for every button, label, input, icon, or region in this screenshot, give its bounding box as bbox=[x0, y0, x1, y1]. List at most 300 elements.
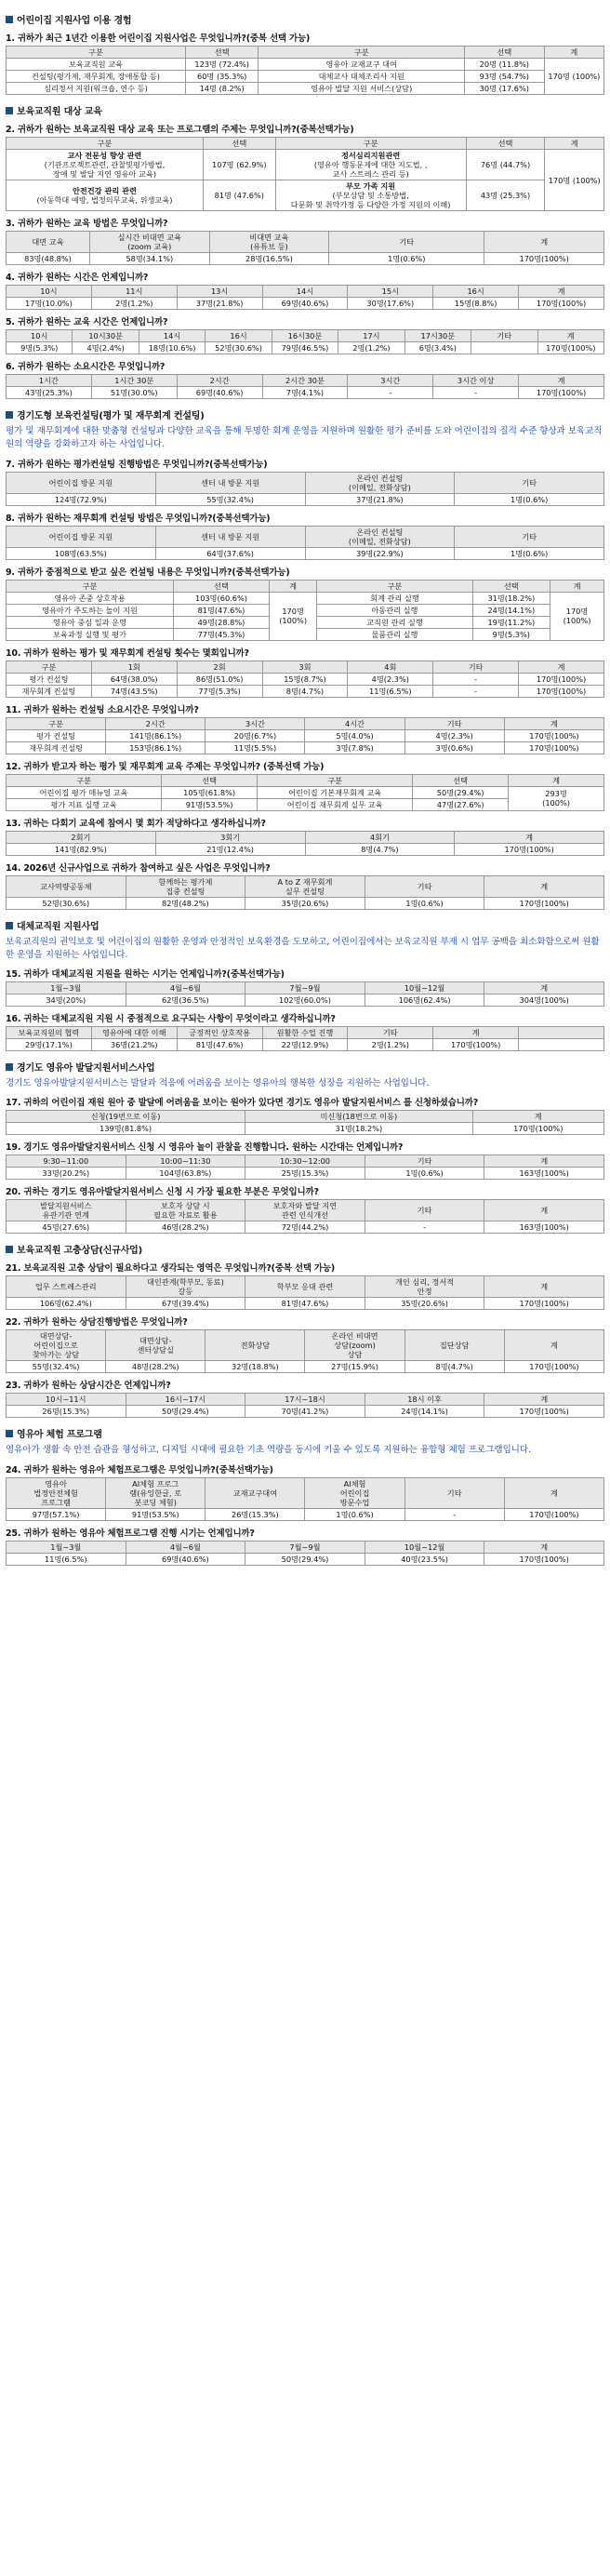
col-header: 2회기 bbox=[7, 831, 156, 843]
col-header: 업무 스트레스관리 bbox=[7, 1276, 126, 1298]
table-q19 bbox=[6, 1155, 604, 1180]
table-cell: 18명(10.6%) bbox=[139, 342, 205, 354]
table-cell: - bbox=[433, 673, 519, 685]
col-header: 10:00~11:30 bbox=[126, 1155, 245, 1168]
col-header: 3시간 bbox=[348, 375, 433, 387]
col-header: 어린이집 방문 지원 bbox=[7, 472, 156, 493]
col-header: 계 bbox=[504, 1330, 603, 1361]
col-header: 계 bbox=[519, 661, 604, 673]
question-5: 5. 귀하가 원하는 교육 시간은 언제입니까? bbox=[6, 317, 168, 327]
col-header: 온라인 비대면 상담(zoom) 상담 bbox=[305, 1330, 404, 1361]
section-intro: 평가 및 재무회계에 대한 맞춤형 컨설팅과 다양한 교육을 통해 투명한 회계 운영을 지원하며 원활한 평가 준비를 도와 어린이집의 질적 수준 향상과 보육교직원의 역량을 강화하고자 하는 사업입니다. bbox=[6, 426, 603, 450]
table-cell: 108명(63.5%) bbox=[7, 547, 156, 559]
table-q20 bbox=[6, 1199, 604, 1234]
table-cell: 51명(30.0%) bbox=[91, 387, 177, 399]
table-cell: 81명(47.6%) bbox=[177, 1039, 262, 1051]
table-cell: 26명(15.3%) bbox=[206, 1508, 305, 1520]
section-title-1: 어린이집 지원사업 이용 경험 bbox=[6, 12, 604, 26]
col-header: 계 bbox=[519, 286, 604, 298]
table-cell: 3명(0.6%) bbox=[404, 741, 504, 754]
table-cell: 37명(21.8%) bbox=[305, 493, 455, 505]
col-header: 10시 bbox=[7, 286, 92, 298]
col-header: 기타 bbox=[455, 526, 604, 547]
col-header: 기타 bbox=[329, 232, 484, 253]
section-title-5: 경기도 영유아 발달지원서비스사업 bbox=[6, 1060, 604, 1074]
table-cell: 91명(53.5%) bbox=[162, 798, 258, 810]
table-cell: 35명(20.6%) bbox=[245, 897, 365, 909]
question-19: 19. 경기도 영유아발달지원서비스 신청 시 영유아 놀이 관찰을 진행합니다. 원하는 시간대는 언제입니까? bbox=[6, 1142, 404, 1154]
question-1: 1. 귀하가 최근 1년간 이용한 어린이집 지원사업은 무엇입니까?(중복 선택 가능) bbox=[6, 33, 311, 44]
col-header: 3시간 bbox=[206, 717, 305, 729]
table-cell: 34명(20%) bbox=[7, 994, 126, 1007]
table-cell: 27명(15.9%) bbox=[305, 1361, 404, 1373]
question-10: 10. 귀하가 원하는 평가 및 재무회계 컨설팅 횟수는 몇회입니까? bbox=[6, 647, 249, 659]
question-23: 23. 귀하가 원하는 상담시간은 언제입니까? bbox=[6, 1381, 171, 1392]
col-header: 함께하는 평가제 집중 컨설팅 bbox=[126, 875, 245, 897]
table-cell bbox=[471, 342, 537, 354]
table-cell: - bbox=[433, 387, 519, 399]
col-header: 영유아에 대한 이해 bbox=[91, 1027, 177, 1039]
table-cell: 재무회계 컨설팅 bbox=[7, 685, 92, 697]
table-cell: 1명(0.6%) bbox=[455, 493, 604, 505]
table-cell: 170명(100%) bbox=[484, 1553, 604, 1565]
col-header: 선택 bbox=[203, 138, 275, 150]
table-cell: 4명(2.4%) bbox=[73, 342, 139, 354]
table-cell: 52명(30.6%) bbox=[7, 897, 126, 909]
table-cell: 86명(51.0%) bbox=[177, 673, 262, 685]
table-cell: 81명(47.6%) bbox=[174, 604, 270, 616]
col-header: 신청(19번으로 이동) bbox=[7, 1111, 245, 1123]
col-header: 1시간 bbox=[7, 375, 92, 387]
col-header: 선택 bbox=[174, 580, 270, 592]
col-header: 3시간 이상 bbox=[433, 375, 519, 387]
col-header: 계 bbox=[550, 580, 604, 592]
table-cell: 93명 (54.7%) bbox=[464, 71, 544, 83]
table-cell: 64명(38.0%) bbox=[91, 673, 177, 685]
table-cell: 영유아가 주도하는 놀이 지원 bbox=[7, 604, 174, 616]
section-title-4: 대체교직원 지원사업 bbox=[6, 918, 604, 932]
table-cell: 2명(1.2%) bbox=[338, 342, 404, 354]
table-cell: 1명(0.6%) bbox=[365, 1168, 484, 1180]
col-header: 비대면 교육 (유튜브 등) bbox=[209, 232, 329, 253]
section-intro: 보육교직원의 권익보호 및 어린이집의 원활한 운영과 안정적인 보육환경을 도모하고, 어린이집에서는 보육교직원 부재 시 업무 공백을 최소화함으로써 원활한 운영을 지원하는 사업입니다. bbox=[6, 936, 600, 960]
col-header: 선택 bbox=[185, 47, 259, 59]
table-q13 bbox=[6, 831, 604, 856]
question-12: 12. 귀하가 받고자 하는 평가 및 재무회계 교육 주제는 무엇입니까? (중복선택 가능) bbox=[6, 761, 325, 772]
col-header: 선택 bbox=[413, 774, 509, 786]
table-cell: 35명(20.6%) bbox=[365, 1298, 484, 1310]
question-14: 14. 2026년 신규사업으로 귀하가 참여하고 싶은 사업은 무엇입니까? bbox=[6, 862, 271, 874]
col-header: 기타 bbox=[471, 330, 537, 342]
col-header: 14시 bbox=[139, 330, 205, 342]
table-cell: 124명(72.9%) bbox=[7, 493, 156, 505]
question-4: 4. 귀하가 원하는 시간은 언제입니까? bbox=[6, 273, 149, 283]
table-q10 bbox=[6, 661, 604, 698]
col-header: 발달지원서비스 유관기관 연계 bbox=[7, 1200, 126, 1221]
table-cell: 20명(6.7%) bbox=[206, 729, 305, 741]
col-header: 15시 bbox=[348, 286, 433, 298]
question-8: 8. 귀하가 원하는 재무회계 컨설팅 방법은 무엇입니까?(중복선택가능) bbox=[6, 513, 271, 524]
section-intro: 영유아가 생활 속 안전 습관을 형성하고, 디지털 시대에 필요한 기초 역량을 동시에 키울 수 있도록 지원하는 융합형 체험 프로그램입니다. bbox=[6, 1445, 532, 1456]
table-cell: 72명(44.2%) bbox=[245, 1221, 365, 1234]
col-header: 17시~18시 bbox=[245, 1394, 365, 1406]
table-cell: 평가 컨설팅 bbox=[7, 729, 106, 741]
col-header: 계 bbox=[484, 1200, 604, 1221]
table-cell: 55명(32.4%) bbox=[155, 493, 305, 505]
col-header: 계 bbox=[504, 717, 603, 729]
table-q17 bbox=[6, 1110, 604, 1135]
col-header: 10시 bbox=[7, 330, 73, 342]
table-cell: 102명(60.0%) bbox=[245, 994, 365, 1007]
col-header: 2회 bbox=[177, 661, 262, 673]
table-cell: 19명(11.2%) bbox=[472, 616, 550, 628]
col-header: A to Z 재무회계 실무 컨설팅 bbox=[245, 875, 365, 897]
section-title-7: 영유아 체험 프로그램 bbox=[6, 1426, 604, 1440]
col-header: 계 bbox=[544, 47, 603, 59]
table-cell: 46명(28.2%) bbox=[126, 1221, 245, 1234]
col-header: 센터 내 방문 지원 bbox=[155, 526, 305, 547]
table-cell: 영유아 중심 일과 운영 bbox=[7, 616, 174, 628]
square-bullet-icon bbox=[6, 107, 13, 114]
question-20: 20. 귀하는 경기도 영유아발달지원서비스 신청 시 가장 필요한 부분은 무엇입니까? bbox=[6, 1187, 319, 1198]
table-cell: 36명(21.2%) bbox=[91, 1039, 177, 1051]
table-cell: 170명(100%) bbox=[519, 673, 604, 685]
table-cell: 9명(5.3%) bbox=[472, 628, 550, 640]
col-header: 계 bbox=[472, 1111, 603, 1123]
table-cell: 정서심리지원관련 (영유아 행동문제에 대한 지도법, , 교사 스트레스 관리 등) bbox=[275, 150, 466, 180]
table-cell: 대체교사 대체조리사 지원 bbox=[259, 71, 464, 83]
question-2: 2. 귀하가 원하는 보육교직원 대상 교육 또는 프로그램의 주제는 무엇입니까?(중복선택가능) bbox=[6, 125, 354, 135]
table-cell: 170명(100%) bbox=[537, 342, 604, 354]
col-header: 기타 bbox=[365, 1155, 484, 1168]
table-cell: 163명(100%) bbox=[484, 1221, 604, 1234]
col-header: 구분 bbox=[7, 774, 162, 786]
table-cell: 24명(14.1%) bbox=[365, 1406, 484, 1418]
table-cell: 32명(18.8%) bbox=[206, 1361, 305, 1373]
col-header: 구분 bbox=[259, 47, 464, 59]
question-17: 17. 귀하의 어린이집 재원 원아 중 발달에 어려움을 보이는 원아가 있다면 경기도 영유아 발달지원서비스 를 신청하셨습니까? bbox=[6, 1098, 479, 1109]
question-11: 11. 귀하가 원하는 컨설팅 소요시간은 무엇입니까? bbox=[6, 704, 199, 715]
table-cell: 106명(62.4%) bbox=[365, 994, 484, 1007]
table-cell: 31명(18.2%) bbox=[245, 1123, 472, 1135]
table-cell: 평가 컨설팅 bbox=[7, 673, 92, 685]
table-cell: 26명(15.3%) bbox=[7, 1406, 126, 1418]
table-q24 bbox=[6, 1477, 604, 1521]
col-header: 16시 bbox=[433, 286, 519, 298]
col-header: 보육교직원의 협력 bbox=[7, 1027, 92, 1039]
col-header: 선택 bbox=[472, 580, 550, 592]
table-cell: 97명(57.1%) bbox=[7, 1508, 106, 1520]
table-cell: 39명(22.9%) bbox=[305, 547, 455, 559]
col-header: 16시~17시 bbox=[126, 1394, 245, 1406]
table-cell: 141명(86.1%) bbox=[106, 729, 206, 741]
table-q4 bbox=[6, 285, 604, 310]
table-cell: 아동관리 실행 bbox=[317, 604, 472, 616]
col-header: 계 bbox=[484, 1394, 604, 1406]
table-cell: 40명(23.5%) bbox=[365, 1553, 484, 1565]
col-header: AI체험 어린이집 방문수업 bbox=[305, 1477, 404, 1508]
table-cell: 4명(2.3%) bbox=[404, 729, 504, 741]
table-cell: 123명 (72.4%) bbox=[185, 59, 259, 71]
table-cell: 9명(5.3%) bbox=[7, 342, 73, 354]
table-cell: 영유아 존중 상호작용 bbox=[7, 592, 174, 604]
table-cell: 170명(100%) bbox=[455, 843, 604, 855]
cell-title: 교사 전문성 향상 관련 bbox=[67, 151, 142, 160]
table-cell: 55명(32.4%) bbox=[7, 1361, 106, 1373]
table-cell: 83명(48.8%) bbox=[7, 253, 90, 265]
table-cell: 60명 (35.3%) bbox=[185, 71, 259, 83]
table-cell: 170명(100%) bbox=[519, 298, 604, 310]
question-7: 7. 귀하가 원하는 평가컨설팅 진행방법은 무엇입니까?(중복선택가능) bbox=[6, 459, 268, 470]
table-cell: - bbox=[348, 387, 433, 399]
table-cell: 77명(45.3%) bbox=[174, 628, 270, 640]
col-header: 선택 bbox=[464, 47, 544, 59]
question-9: 9. 귀하가 중점적으로 받고 싶은 컨설팅 내용은 무엇입니까?(중복선택가능) bbox=[6, 567, 290, 578]
col-header: 긍정적인 상호작용 bbox=[177, 1027, 262, 1039]
table-cell: 24명(14.1%) bbox=[472, 604, 550, 616]
square-bullet-icon bbox=[6, 922, 13, 929]
col-header: 센터 내 방문 지원 bbox=[155, 472, 305, 493]
col-header: 기타 bbox=[455, 472, 604, 493]
table-cell: 15명(8.7%) bbox=[262, 673, 348, 685]
square-bullet-icon bbox=[6, 16, 13, 23]
table-cell: 69명(40.6%) bbox=[262, 298, 348, 310]
table-cell: 안전건강 관리 관련 (아동학대 예방, 법정의무교육, 위생교육) bbox=[7, 180, 204, 211]
col-header: 10월~12월 bbox=[365, 982, 484, 994]
table-q6 bbox=[6, 374, 604, 399]
table-cell: 104명(63.8%) bbox=[126, 1168, 245, 1180]
table-cell: 8명(4.7%) bbox=[305, 843, 455, 855]
question-13: 13. 귀하는 다회기 교육에 참여시 몇 회가 적당하다고 생각하십니까? bbox=[6, 818, 266, 829]
table-q21 bbox=[6, 1275, 604, 1310]
table-cell: 1명(0.6%) bbox=[365, 897, 484, 909]
col-header: 계 bbox=[545, 138, 604, 150]
table-cell: 교사 전문성 향상 관련 (기관프로젝트관련, 관찰및평가방법, 장애 및 발달 지연 영유아 교육) bbox=[7, 150, 204, 180]
table-cell: 43명 (25.3%) bbox=[466, 180, 545, 211]
col-header: AI체험 프로그 램(유잉한글, 로 봇코딩 체험) bbox=[106, 1477, 206, 1508]
col-header: 구분 bbox=[7, 138, 204, 150]
col-header: 교재교구대여 bbox=[206, 1477, 305, 1508]
col-header: 3회기 bbox=[155, 831, 305, 843]
col-header: 대인관계(학부모, 동료) 갈등 bbox=[126, 1276, 245, 1298]
col-header: 대면상담- 어린이집으로 찾아가는 상담 bbox=[7, 1330, 106, 1361]
col-header: 온라인 컨설팅 (이메일, 전화상담) bbox=[305, 526, 455, 547]
table-cell: 보육과정 실행 및 평가 bbox=[7, 628, 174, 640]
table-cell: 170명(100%) bbox=[504, 729, 603, 741]
col-header: 기타 bbox=[365, 1200, 484, 1221]
table-q15 bbox=[6, 981, 604, 1007]
col-header: 전화상담 bbox=[206, 1330, 305, 1361]
table-cell: 50명(29.4%) bbox=[245, 1553, 365, 1565]
table-cell: 163명(100%) bbox=[484, 1168, 604, 1180]
square-bullet-icon bbox=[6, 1430, 13, 1437]
table-cell-total: 170명 (100%) bbox=[545, 150, 604, 211]
table-cell: 64명(37.6%) bbox=[155, 547, 305, 559]
table-cell: 103명(60.6%) bbox=[174, 592, 270, 604]
table-q23 bbox=[6, 1393, 604, 1418]
table-cell: 170명(100%) bbox=[484, 1406, 604, 1418]
table-cell: 회계 관리 실행 bbox=[317, 592, 472, 604]
section-title-3: 경기도형 보육컨설팅(평가 및 재무회계 컨설팅) bbox=[6, 407, 604, 421]
table-cell: 91명(53.5%) bbox=[106, 1508, 206, 1520]
col-header: 구분 bbox=[7, 661, 92, 673]
question-3: 3. 귀하가 원하는 교육 방법은 무엇입니까? bbox=[6, 219, 168, 229]
table-cell: 심리정서 지원(워크숍, 연수 등) bbox=[7, 83, 186, 95]
table-cell: 153명(86.1%) bbox=[106, 741, 206, 754]
table-cell: 170명(100%) bbox=[484, 253, 604, 265]
table-cell: 170명(100%) bbox=[504, 1508, 603, 1520]
col-header: 계 bbox=[484, 875, 604, 897]
table-cell-total: 293명 (100%) bbox=[509, 786, 604, 810]
col-header: 1월~3월 bbox=[7, 1541, 126, 1553]
table-cell: 부모 가족 지원 (부모상담 및 소통방법, 다문화 및 취약가정 등 다양한 가정 지원의 이해) bbox=[275, 180, 466, 211]
table-cell: 37명(21.8%) bbox=[177, 298, 262, 310]
table-cell: 33명(20.2%) bbox=[7, 1168, 126, 1180]
table-cell: 22명(12.9%) bbox=[262, 1039, 348, 1051]
table-cell: 영유아 발달 지원 서비스(상담) bbox=[259, 83, 464, 95]
table-q16 bbox=[6, 1026, 604, 1051]
col-header: 기타 bbox=[404, 1477, 504, 1508]
table-cell: 69명(40.6%) bbox=[126, 1553, 245, 1565]
col-header: 17시30분 bbox=[404, 330, 471, 342]
table-cell: 17명(10.0%) bbox=[7, 298, 92, 310]
table-cell: 74명(43.5%) bbox=[91, 685, 177, 697]
col-header: 교사역량공동체 bbox=[7, 875, 126, 897]
question-25: 25. 귀하가 원하는 영유아 체험프로그램 진행 시기는 언제입니까? bbox=[6, 1528, 255, 1539]
col-header: 구분 bbox=[7, 580, 174, 592]
table-cell: - bbox=[404, 1508, 504, 1520]
table-cell bbox=[519, 1039, 604, 1051]
question-16: 16. 귀하는 대체교직원 지원 시 중점적으로 요구되는 사항이 무엇이라고 생각하십니까? bbox=[6, 1014, 336, 1024]
col-header: 구분 bbox=[258, 774, 413, 786]
col-header: 10:30~12:00 bbox=[245, 1155, 365, 1168]
table-q8 bbox=[6, 526, 604, 560]
table-cell: 5명(4.0%) bbox=[305, 729, 404, 741]
col-header: 대면 교육 bbox=[7, 232, 90, 253]
col-header: 16시 bbox=[206, 330, 272, 342]
table-cell: 어린이집 기본재무회계 교육 bbox=[258, 786, 413, 798]
col-header: 10시30분 bbox=[73, 330, 139, 342]
col-header: 선택 bbox=[466, 138, 545, 150]
col-header: 11시 bbox=[91, 286, 177, 298]
table-cell: 49명(28.8%) bbox=[174, 616, 270, 628]
table-cell: 어린이집 평가 매뉴얼 교육 bbox=[7, 786, 162, 798]
col-header: 3회 bbox=[262, 661, 348, 673]
square-bullet-icon bbox=[6, 411, 13, 419]
table-cell: - bbox=[433, 685, 519, 697]
col-header: 구분 bbox=[275, 138, 466, 150]
col-header: 보호자 상담 시 필요한 자료로 활용 bbox=[126, 1200, 245, 1221]
col-header: 선택 bbox=[162, 774, 258, 786]
table-cell: 7명(4.1%) bbox=[262, 387, 348, 399]
table-cell: 14명 (8.2%) bbox=[185, 83, 259, 95]
col-header: 4회 bbox=[348, 661, 433, 673]
col-header: 개인 심리, 정서적 안정 bbox=[365, 1276, 484, 1298]
table-cell: 1명(0.6%) bbox=[329, 253, 484, 265]
table-cell: 30명 (17.6%) bbox=[464, 83, 544, 95]
table-cell: 평가 지표 실행 교육 bbox=[7, 798, 162, 810]
col-header: 기타 bbox=[365, 875, 484, 897]
table-cell: 29명(17.1%) bbox=[7, 1039, 92, 1051]
table-cell: 304명(100%) bbox=[484, 994, 604, 1007]
col-header: 원활한 수업 진행 bbox=[262, 1027, 348, 1039]
col-header: 계 bbox=[484, 1155, 604, 1168]
col-header: 7월~9월 bbox=[245, 1541, 365, 1553]
table-cell: 77명(5.3%) bbox=[177, 685, 262, 697]
table-cell: 107명 (62.9%) bbox=[203, 150, 275, 180]
table-cell: 6명(3.4%) bbox=[404, 342, 471, 354]
col-header: 기타 bbox=[433, 661, 519, 673]
table-cell: - bbox=[365, 1221, 484, 1234]
col-header: 계 bbox=[484, 1276, 604, 1298]
table-cell: 31명(18.2%) bbox=[472, 592, 550, 604]
table-cell: 21명(12.4%) bbox=[155, 843, 305, 855]
table-cell: 2명(1.2%) bbox=[91, 298, 177, 310]
col-header: 계 bbox=[455, 831, 604, 843]
table-cell: 11명(6.5%) bbox=[348, 685, 433, 697]
table-cell: 170명(100%) bbox=[504, 741, 603, 754]
table-cell: 30명(17.6%) bbox=[348, 298, 433, 310]
table-cell: 170명(100%) bbox=[519, 685, 604, 697]
table-cell: 76명 (44.7%) bbox=[466, 150, 545, 180]
col-header: 1시간 30분 bbox=[91, 375, 177, 387]
table-cell: 28명(16.5%) bbox=[209, 253, 329, 265]
table-cell: 교직원 관리 실행 bbox=[317, 616, 472, 628]
table-cell: 11명(6.5%) bbox=[7, 1553, 126, 1565]
table-cell: 79명(46.5%) bbox=[272, 342, 338, 354]
col-header: 18시 이후 bbox=[365, 1394, 484, 1406]
table-cell: 20명 (11.8%) bbox=[464, 59, 544, 71]
col-header: 계 bbox=[269, 580, 316, 592]
table-q14 bbox=[6, 875, 604, 910]
col-header: 7월~9월 bbox=[245, 982, 365, 994]
table-cell: 47명(27.6%) bbox=[413, 798, 509, 810]
table-cell: 50명(29.4%) bbox=[126, 1406, 245, 1418]
table-cell: 컨설팅(평가제, 재무회계, 장애통합 등) bbox=[7, 71, 186, 83]
section-title-6: 보육교직원 고충상담(신규사업) bbox=[6, 1242, 604, 1256]
table-q22 bbox=[6, 1329, 604, 1373]
col-header: 보호자와 발달 지연 관련 인식개선 bbox=[245, 1200, 365, 1221]
col-header: 4시간 bbox=[305, 717, 404, 729]
col-header: 2시간 bbox=[177, 375, 262, 387]
table-cell-total: 170명 (100%) bbox=[544, 59, 603, 95]
table-cell: 170명(100%) bbox=[484, 897, 604, 909]
table-cell: 4명(2.3%) bbox=[348, 673, 433, 685]
table-cell: 81명 (47.6%) bbox=[203, 180, 275, 211]
col-header: 2시간 bbox=[106, 717, 206, 729]
col-header: 계 bbox=[509, 774, 604, 786]
col-header: 10시~11시 bbox=[7, 1394, 126, 1406]
table-cell: 물품관리 실행 bbox=[317, 628, 472, 640]
col-header: 계 bbox=[433, 1027, 519, 1039]
table-cell: 106명(62.4%) bbox=[7, 1298, 126, 1310]
col-header: 계 bbox=[484, 232, 604, 253]
table-cell: 1명(0.6%) bbox=[305, 1508, 404, 1520]
col-header: 16시30분 bbox=[272, 330, 338, 342]
col-header: 1회 bbox=[91, 661, 177, 673]
question-21: 21. 보육교직원 고충 상담이 필요하다고 생각되는 영역은 무엇입니까?(중복 선택 가능) bbox=[6, 1263, 336, 1275]
col-header: 4월~6월 bbox=[126, 982, 245, 994]
col-header: 대면상담- 센터상담실 bbox=[106, 1330, 206, 1361]
col-header: 9:30~11:00 bbox=[7, 1155, 126, 1168]
table-cell: 보육교직원 교육 bbox=[7, 59, 186, 71]
col-header: 집단상담 bbox=[404, 1330, 504, 1361]
section-intro: 경기도 영유아발달지원서비스는 발달과 적응에 어려움을 보이는 영유아의 행복한 성장을 지원하는 사업입니다. bbox=[6, 1078, 430, 1088]
col-header: 실시간 비대면 교육 (zoom 교육) bbox=[90, 232, 210, 253]
question-22: 22. 귀하가 원하는 상담진행방법은 무엇입니까? bbox=[6, 1317, 188, 1328]
table-cell: 50명(29.4%) bbox=[413, 786, 509, 798]
col-header: 미신청(18번으로 이동) bbox=[245, 1111, 472, 1123]
